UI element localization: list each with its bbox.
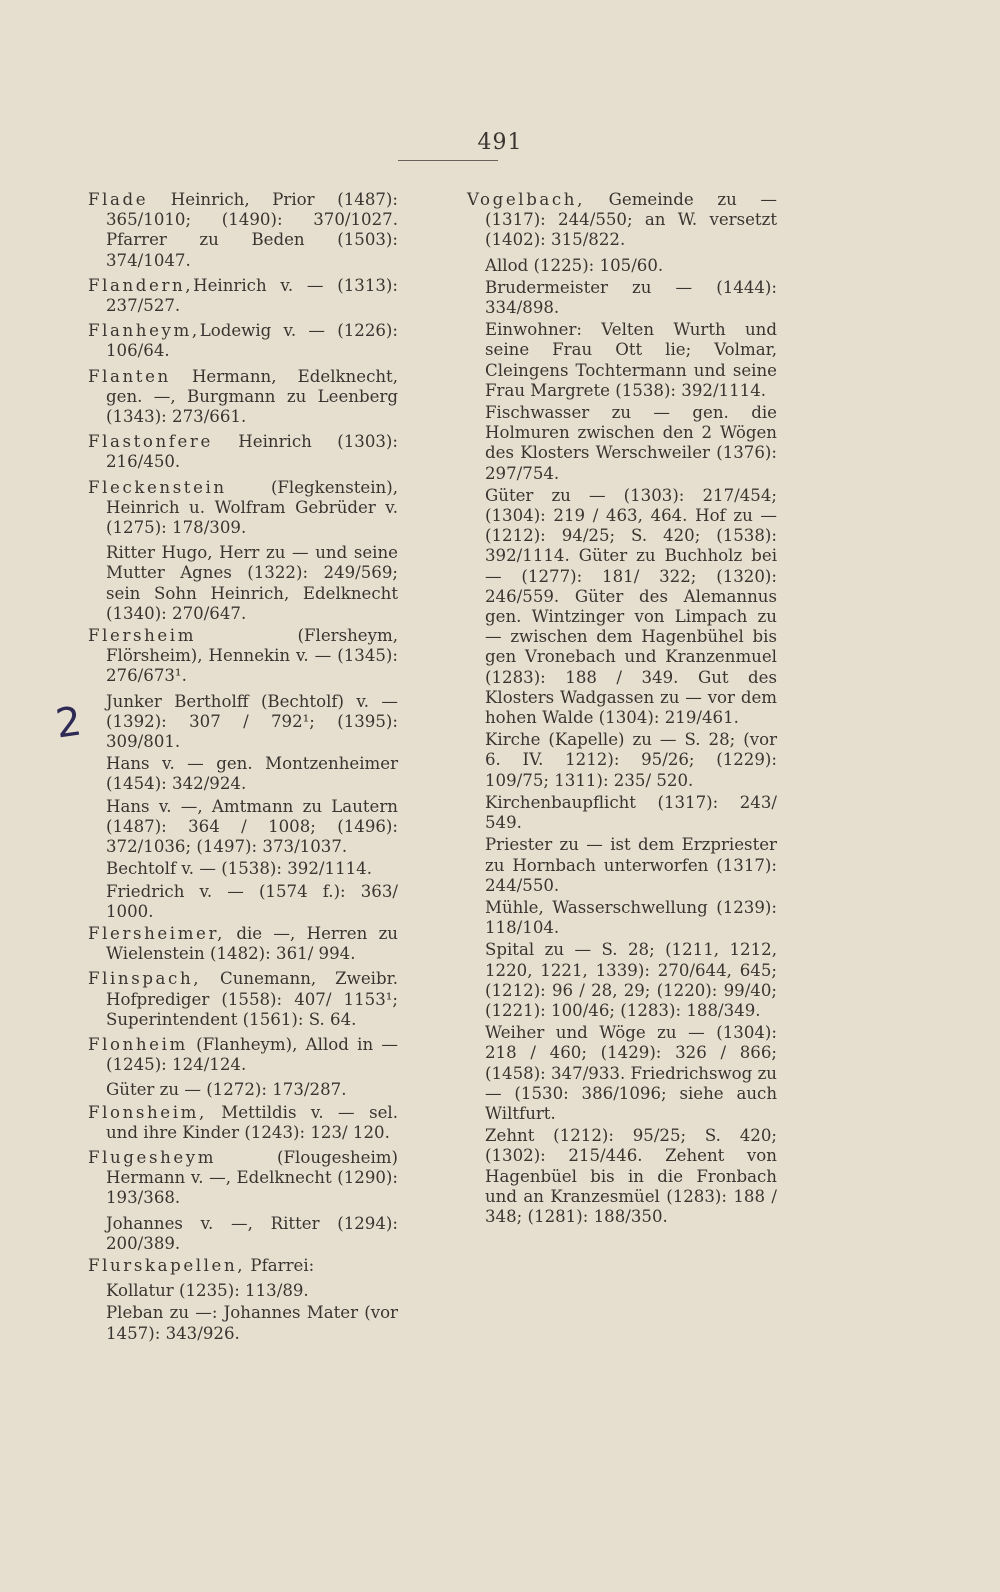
left-column	[88, 190, 398, 1346]
index-subentry: Weiher und Wöge zu — (1304): 218 / 460; (1429): 326 / 866; (1458): 347/933. Friedrichswog zu — (1530: 386/1096; siehe auch Wiltfurt.	[485, 1023, 777, 1123]
index-subentry: Kirche (Kapelle) zu — S. 28; (vor 6. IV. 1212): 95/26; (1229): 109/75; 1311): 235/ 520.	[485, 730, 777, 790]
index-entry: Fleckenstein (Flegkenstein), Heinrich u. Wolfram Gebrüder v. (1275): 178/309.	[88, 477, 398, 538]
page-number: 491	[477, 130, 523, 155]
index-entry: Flersheim (Flersheym, Flörsheim), Hennekin v. — (1345): 276/673¹.	[88, 626, 398, 686]
index-subentry: Güter zu — (1272): 173/287.	[106, 1080, 347, 1100]
right-column	[467, 190, 777, 1229]
index-entry: Flanheym,Lodewig v. — (1226): 106/64.	[88, 321, 398, 361]
index-subentry: Einwohner: Velten Wurth und seine Frau Ott lie; Volmar, Cleingens Tochtermann und seine Frau Margrete (1538): 392/1114.	[485, 320, 777, 400]
index-subentry: Priester zu — ist dem Erzpriester zu Hornbach unterworfen (1317): 244/550.	[485, 835, 777, 895]
index-subentry: Güter zu — (1303): 217/454; (1304): 219 / 463, 464. Hof zu — (1212): 94/25; S. 420; (1538): 392/1114. Güter zu Buchholz bei — (1277): 181/ 322; (1320): 246/559. Güter des Alemannus gen. Wintzinger von Limpach zu — zwischen dem Hagenbühel bis gen Vronebach und Kranzenmuel (1283): 188 / 349. Gut des Klosters Wadgassen zu — vor dem hohen Walde (1304): 219/461.	[485, 485, 777, 728]
index-entry: Flugesheym (Flougesheim) Hermann v. —, Edelknecht (1290): 193/368.	[88, 1147, 398, 1208]
header-rule	[398, 160, 498, 161]
index-subentry: Junker Bertholff (Bechtolf) v. — (1392): 307 / 792¹; (1395): 309/801.	[106, 691, 398, 752]
index-entry: Flonheim (Flanheym), Allod in — (1245): 124/124.	[88, 1034, 398, 1075]
index-subentry: Kollatur (1235): 113/89.	[106, 1281, 309, 1301]
index-entry: Flade Heinrich, Prior (1487): 365/1010; (1490): 370/1027. Pfarrer zu Beden (1503): 374/1047.	[88, 190, 398, 270]
index-subentry: Fischwasser zu — gen. die Holmuren zwischen den 2 Wögen des Klosters Werschweiler (1376): 297/754.	[485, 403, 777, 483]
index-subentry: Bechtolf v. — (1538): 392/1114.	[106, 859, 373, 879]
index-entry: Vogelbach, Gemeinde zu — (1317): 244/550; an W. versetzt (1402): 315/822.	[467, 190, 777, 250]
index-subentry: Kirchenbaupflicht (1317): 243/ 549.	[485, 792, 777, 833]
margin-annotation: 2	[52, 698, 85, 748]
index-subentry: Ritter Hugo, Herr zu — und seine Mutter Agnes (1322): 249/569; sein Sohn Heinrich, Edelknecht (1340): 270/647.	[106, 543, 398, 623]
index-entry: Flonsheim, Mettildis v. — sel. und ihre Kinder (1243): 123/ 120.	[88, 1102, 398, 1142]
index-entry: Flanten Hermann, Edelknecht, gen. —, Burgmann zu Leenberg (1343): 273/661.	[88, 366, 398, 427]
index-subentry: Allod (1225): 105/60.	[485, 255, 664, 275]
index-entry: Flersheimer, die —, Herren zu Wielenstein (1482): 361/ 994.	[88, 923, 398, 964]
index-subentry: Friedrich v. — (1574 f.): 363/ 1000.	[106, 881, 398, 921]
index-subentry: Spital zu — S. 28; (1211, 1212, 1220, 1221, 1339): 270/644, 645; (1212): 96 / 28, 29; (1220): 99/40; (1221): 100/46; (1283): 188/349.	[485, 940, 777, 1020]
index-entry: Flandern,Heinrich v. — (1313): 237/527.	[88, 275, 398, 316]
index-subentry: Johannes v. —, Ritter (1294): 200/389.	[106, 1213, 398, 1253]
index-entry: Flinspach, Cunemann, Zweibr. Hofprediger (1558): 407/ 1153¹; Superintendent (1561): S. 64.	[88, 969, 398, 1029]
index-subentry: Hans v. —, Amtmann zu Lautern (1487): 364 / 1008; (1496): 372/1036; (1497): 373/1037.	[106, 796, 398, 857]
index-entry: Flastonfere Heinrich (1303): 216/450.	[88, 432, 398, 472]
index-subentry: Pleban zu —: Johannes Mater (vor 1457): 343/926.	[106, 1303, 398, 1343]
index-subentry: Hans v. — gen. Montzenheimer (1454): 342/924.	[106, 754, 398, 794]
index-subentry: Mühle, Wasserschwellung (1239): 118/104.	[485, 897, 777, 938]
index-entry: Flurskapellen, Pfarrei:	[88, 1255, 315, 1275]
index-subentry: Zehnt (1212): 95/25; S. 420; (1302): 215/446. Zehent von Hagenbüel bis in die Fronbach und an Kranzesmüel (1283): 188 / 348; (1281): 188/350.	[485, 1126, 777, 1226]
index-subentry: Brudermeister zu — (1444): 334/898.	[485, 277, 777, 318]
